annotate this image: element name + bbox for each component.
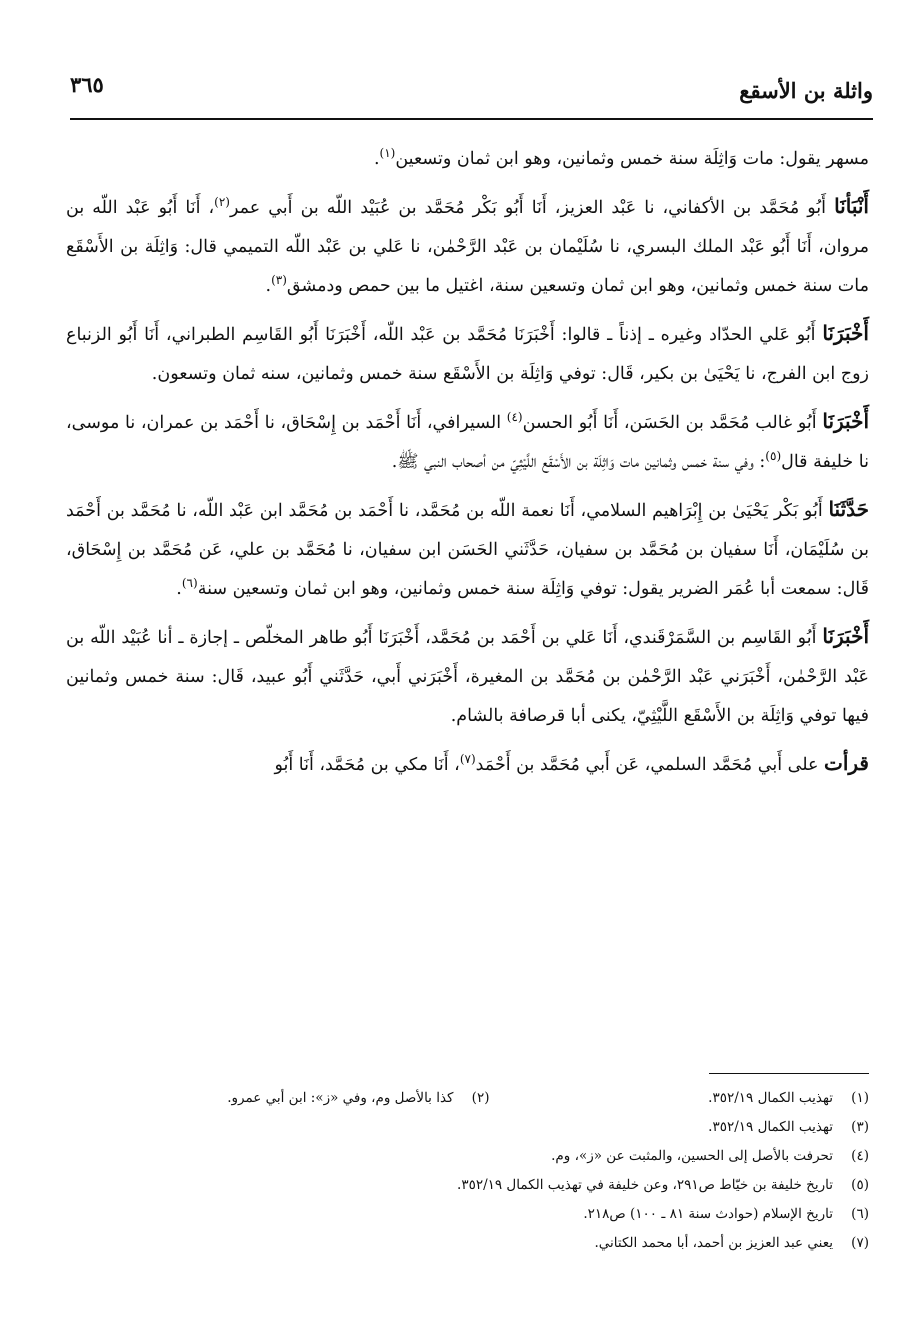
footnote-text: تحرفت بالأصل إلى الحسين، والمثبت عن «ز»، وم. (551, 1148, 833, 1164)
footnote-text: تاريخ الإسلام (حوادث سنة ٨١ ـ ١٠٠) ص٢١٨. (583, 1206, 833, 1222)
main-text (66, 140, 869, 793)
running-title: واثلة بن الأسقع (739, 78, 873, 103)
transmission-term: أَنْبَأنَا (834, 194, 869, 218)
paragraph (66, 744, 869, 785)
paragraph-text: السيرافي، أَنَا أَحْمَد بن إِسْحَاق، نا أَحْمَد بن عمران، نا موسى، نا خليفة قال (66, 413, 869, 472)
paragraph (66, 187, 869, 306)
footnote-item (110, 1113, 869, 1142)
transmission-term: قرأت (824, 751, 869, 775)
paragraph-text: ، أَنَا مكي بن مُحَمَّد، أَنَا أَبُو (274, 755, 460, 775)
page-number: ٣٦٥ (70, 72, 104, 97)
paragraph-text: : وفي سنة خمس وثمانين مات وَاثِلَة بن الأَسْقَع اللَّيْثِيّ من أصحاب النبي ﷺ. (391, 452, 766, 472)
footnote-number: (٦) (851, 1206, 869, 1222)
paragraph-text: على أَبي مُحَمَّد السلمي، عَن أَبي مُحَمَّد بن أَحْمَد (475, 755, 819, 775)
paragraph-text: ، أَنَا أَبُو عَبْد اللّه بن مروان، أَنَا أَبُو عَبْد الملك البسري، نا سُلَيْمان بن عَبْد الرَّحْمٰن، نا عَلي بن عَبْد اللّه التميمي قال: وَاثِلَة بن الأَسْقَع مات سنة خمس وثمانين، وهو ابن ثمان وتسعين سنة، اغتيل ما بين حمص ودمشق (66, 198, 869, 296)
footnote-text: تاريخ خليفة بن خيّاط ص٢٩١، وعن خليفة في تهذيب الكمال ٣٥٢/١٩. (457, 1177, 833, 1193)
footnote-divider (709, 1073, 869, 1074)
footnote-ref[interactable]: (٦) (181, 576, 198, 591)
footnote-ref[interactable]: (٧) (459, 752, 476, 767)
paragraph (66, 402, 869, 482)
paragraph (66, 617, 869, 736)
transmission-term: أَخْبَرَنَا (822, 321, 869, 345)
footnote-item (110, 1084, 490, 1113)
transmission-term: أَخْبَرَنَا (822, 624, 869, 648)
paragraph-text: . (373, 149, 380, 169)
footnote-number: (٧) (851, 1235, 869, 1251)
footnote-number: (٤) (851, 1148, 869, 1164)
paragraph-text: أَبُو غالب مُحَمَّد بن الحَسَن، أَنَا أَبُو الحسن (522, 413, 817, 433)
paragraph-text: أَبُو بَكْر يَحْيَىٰ بن إِبْرَاهيم السلامي، أَنَا نعمة اللّه بن مُحَمَّد، نا أَحْمَد بن مُحَمَّد ابن عَبْد اللّه، نا مُحَمَّد بن أَحْمَد بن سُلَيْمَان، أَنَا سفيان بن مُحَمَّد بن سفيان، حَدَّثَني الحَسَن ابن سفيان، نا مُحَمَّد بن علي، عَن مُحَمَّد بن إِسْحَاق، قَال: سمعت أبا عُمَر الضرير يقول: توفي وَاثِلَة سنة خمس وثمانين، وهو ابن ثمان وتسعين سنة (66, 501, 869, 599)
footnote-number: (٢) (471, 1090, 490, 1106)
footnote-text: تهذيب الكمال ٣٥٢/١٩. (708, 1090, 833, 1106)
paragraph (66, 140, 869, 179)
footnote-ref[interactable]: (٢) (214, 195, 230, 210)
paragraph-text: . (176, 579, 182, 599)
footnote-item (110, 1200, 869, 1229)
footnote-item (490, 1084, 870, 1113)
transmission-term: أَخْبَرَنَا (822, 409, 869, 433)
footnote-text: يعني عبد العزيز بن أحمد، أبا محمد الكتاني. (594, 1235, 833, 1251)
footnote-ref[interactable]: (٤) (506, 410, 523, 425)
footnote-item (110, 1229, 869, 1258)
paragraph (66, 490, 869, 609)
footnote-number: (٣) (851, 1119, 869, 1135)
footnote-text: كذا بالأصل وم، وفي «ز»: ابن أبي عمرو. (227, 1090, 454, 1106)
paragraph-text: أَبُو مُحَمَّد بن الأكفاني، نا عَبْد العزيز، أَنَا أَبُو بَكْر مُحَمَّد بن عُبَيْد اللّه بن أَبي عمر (229, 198, 827, 218)
footnote-ref[interactable]: (١) (379, 146, 396, 161)
footnotes (110, 1084, 869, 1258)
footnote-item (110, 1171, 869, 1200)
transmission-term: حَدَّثَنَا (828, 497, 869, 521)
footnote-item (110, 1142, 869, 1171)
footnote-number: (١) (851, 1090, 869, 1106)
footnote-ref[interactable]: (٣) (271, 273, 287, 288)
footnote-ref[interactable]: (٥) (765, 449, 782, 464)
page-header (70, 62, 873, 120)
paragraph (66, 314, 869, 394)
paragraph-text: . (265, 276, 272, 296)
footnote-row (110, 1084, 869, 1113)
paragraph-text: مسهر يقول: مات وَاثِلَة سنة خمس وثمانين، وهو ابن ثمان وتسعين (395, 149, 869, 169)
footnote-text: تهذيب الكمال ٣٥٢/١٩. (708, 1119, 833, 1135)
paragraph-text: أَبُو عَلي الحدّاد وغيره ـ إذناً ـ قالوا: أَخْبَرَنَا مُحَمَّد بن عَبْد اللّه، أَخْبَرَنَا أَبُو القَاسِم الطبراني، أَنَا أَبُو الزنباع زوج ابن الفرج، نا يَحْيَىٰ بن بكير، قَال: توفي وَاثِلَة بن الأَسْقَع سنة خمس وثمانين، سنه ثمان وتسعون. (66, 325, 869, 384)
footnote-number: (٥) (851, 1177, 869, 1193)
paragraph-text: أَبُو القَاسِم بن السَّمَرْقَندي، أَنَا عَلي بن أَحْمَد بن مُحَمَّد، أَخْبَرَنَا أَبُو طاهر المخلّص ـ إجازة ـ أنا عُبَيْد اللّه بن عَبْد الرَّحْمٰن، أَخْبَرَني عَبْد الرَّحْمٰن بن مُحَمَّد بن المغيرة، أَخْبَرَني أَبي، حَدَّثَني أَبُو عبيد، قَال: سنة خمس وثمانين فيها توفي وَاثِلَة بن الأَسْقَع اللَّيْثِيّ، يكنى أبا قرصافة بالشام. (66, 628, 869, 726)
